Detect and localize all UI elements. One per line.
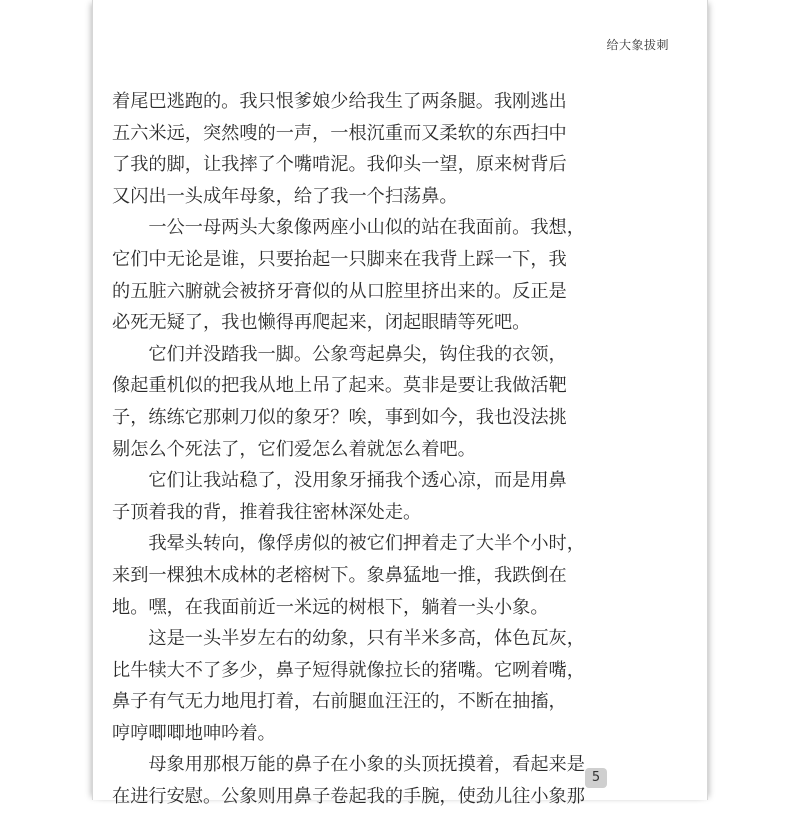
text-line: 子顶着我的背，推着我往密林深处走。 — [112, 501, 422, 523]
body-text — [112, 86, 618, 813]
text-line: 来到一棵独木成林的老榕树下。象鼻猛地一推，我跌倒在 — [112, 564, 567, 586]
text-line: 子，练练它那刺刀似的象牙？唉，事到如今，我也没法挑 — [112, 406, 567, 428]
text-line: 母象用那根万能的鼻子在小象的头顶抚摸着，看起来是 — [112, 754, 585, 776]
text-line: 比牛犊大不了多少，鼻子短得就像拉长的猪嘴。它咧着嘴， — [112, 659, 585, 681]
text-line: 像起重机似的把我从地上吊了起来。莫非是要让我做活靶 — [112, 375, 567, 397]
text-line: 五六米远，突然嗖的一声，一根沉重而又柔软的东西扫中 — [112, 122, 567, 144]
text-line: 它们让我站稳了，没用象牙捅我个透心凉，而是用鼻 — [112, 470, 567, 492]
text-line: 它们中无论是谁，只要抬起一只脚来在我背上踩一下，我 — [112, 248, 567, 270]
text-line: 这是一头半岁左右的幼象，只有半米多高，体色瓦灰， — [112, 628, 585, 650]
text-line: 必死无疑了，我也懒得再爬起来，闭起眼睛等死吧。 — [112, 312, 531, 334]
text-line: 的五脏六腑就会被挤牙膏似的从口腔里挤出来的。反正是 — [112, 280, 567, 302]
running-header-title: 给大象拔刺 — [606, 38, 669, 52]
text-line: 着尾巴逃跑的。我只恨爹娘少给我生了两条腿。我刚逃出 — [112, 91, 567, 112]
text-line: 它们并没踏我一脚。公象弯起鼻尖，钩住我的衣领， — [112, 343, 567, 365]
text-line: 在进行安慰。公象则用鼻子卷起我的手腕，使劲儿往小象那 — [112, 786, 585, 808]
text-line: 了我的脚，让我摔了个嘴啃泥。我仰头一望，原来树背后 — [112, 154, 567, 176]
text-line: 地。嘿，在我面前近一米远的树根下，躺着一头小象。 — [112, 596, 549, 618]
text-line: 鼻子有气无力地甩打着，右前腿血汪汪的，不断在抽搐， — [112, 691, 567, 713]
text-line: 剔怎么个死法了，它们爱怎么着就怎么着吧。 — [112, 438, 476, 460]
text-line: 又闪出一头成年母象，给了我一个扫荡鼻。 — [112, 185, 458, 207]
text-line: 一公一母两头大象像两座小山似的站在我面前。我想， — [112, 217, 585, 239]
text-line: 哼哼唧唧地呻吟着。 — [112, 722, 276, 744]
page-number-badge: 5 — [585, 768, 607, 788]
text-line: 我晕头转向，像俘虏似的被它们押着走了大半个小时， — [112, 533, 585, 555]
